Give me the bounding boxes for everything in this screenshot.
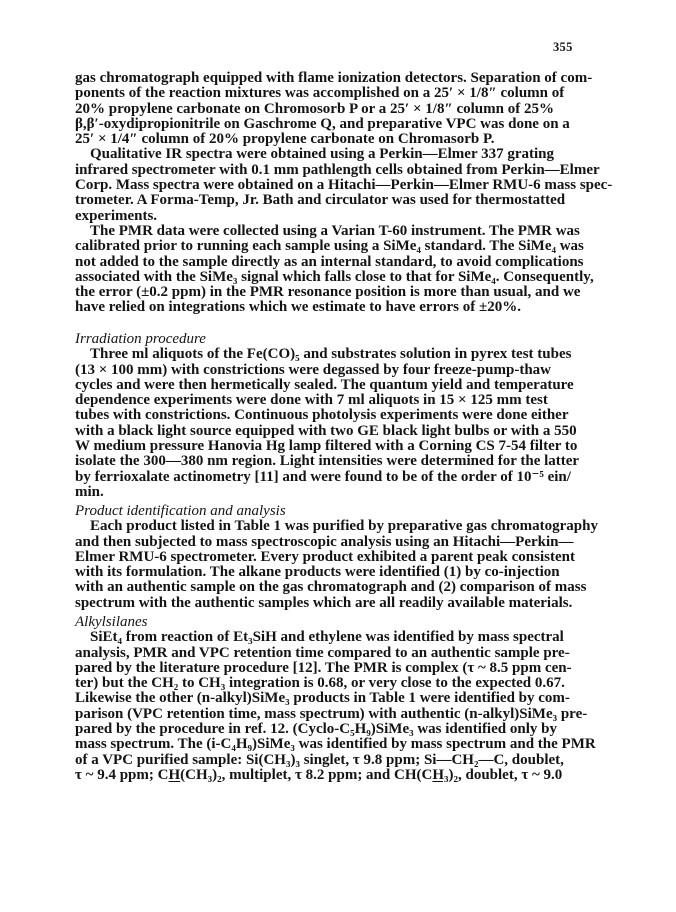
text-line: The PMR data were collected using a Varian T-60 instrument. The PMR was [90, 222, 580, 239]
text-segment: (CH₃)₂, multiplet, τ 8.2 ppm; and CH(C [180, 766, 433, 783]
text-line: parison (VPC retention time, mass spectrum) with authentic (n-alkyl)SiMe₃ pre- [75, 705, 588, 722]
text-line: min. [75, 483, 104, 500]
text-line: ponents of the reaction mixtures was accomplished on a 25′ × 1/8″ column of [75, 85, 565, 102]
text-line: dependence experiments were done with 7 ml aliquots in 15 × 125 mm test [75, 392, 548, 409]
text-line: isolate the 300—380 nm region. Light intensities were determined for the latter [75, 453, 580, 470]
text-line: Three ml aliquots of the Fe(CO)₅ and substrates solution in pyrex test tubes [90, 346, 572, 363]
text-line: calibrated prior to running each sample using a SiMe₄ standard. The SiMe₄ was [75, 238, 584, 255]
text-line: cycles and were then hermetically sealed. The quantum yield and temperature [75, 376, 574, 393]
text-line: ter) but the CH₂ to CH₃ integration is 0.68, or very close to the expected 0.67. [75, 675, 565, 692]
section-alkylsilanes [75, 615, 610, 783]
text-line: SiEt₄ from reaction of Et₃SiH and ethylene was identified by mass spectral [90, 629, 564, 646]
text-line: tubes with constrictions. Continuous photolysis experiments were done either [75, 407, 569, 424]
text-line: of a VPC purified sample: Si(CH₃)₃ singlet, τ 9.8 ppm; Si—CH₂—C, doublet, [75, 751, 564, 768]
text-line: 25′ × 1/4″ column of 20% propylene carbonate on Chromasorb P. [75, 131, 495, 148]
text-line: have relied on integrations which we estimate to have errors of ±20%. [75, 299, 521, 316]
section-irradiation-procedure [75, 332, 610, 500]
text-line [75, 768, 610, 783]
text-line: the error (±0.2 ppm) in the PMR resonance position is more than usual, and we [75, 284, 581, 301]
text-line: spectrum with the authentic samples which are all readily available materials. [75, 594, 573, 611]
section-product-identification [75, 504, 610, 611]
text-line: Each product listed in Table 1 was purified by preparative gas chromatography [90, 518, 598, 535]
text-line: analysis, PMR and VPC retention time compared to an authentic sample pre- [75, 644, 570, 661]
paragraph [75, 347, 610, 500]
section-heading: Alkylsilanes [75, 614, 148, 630]
text-line: with an authentic sample on the gas chromatograph and (2) comparison of mass [75, 579, 587, 596]
text-line: β,β′-oxydipropionitrile on Gaschrome Q, and preparative VPC was done on a [75, 115, 570, 132]
paragraph [75, 146, 613, 224]
text-segment: )₂, doublet, τ ~ 9.0 [448, 766, 563, 783]
text-line: with its formulation. The alkane products were identified (1) by co-injection [75, 564, 560, 581]
text-line: experiments. [75, 207, 158, 224]
underlined-segment: H [168, 766, 181, 783]
paragraph [75, 224, 610, 316]
text-line: associated with the SiMe₃ signal which falls close to that for SiMe₄. Consequently, [75, 268, 594, 285]
text-line: Elmer RMU-6 spectrometer. Every product exhibited a parent peak consistent [75, 548, 575, 565]
text-line: infrared spectrometer with 0.1 mm pathlength cells obtained from Perkin—Elmer [75, 161, 600, 178]
text-line: mass spectrum. The (i-C₄H₉)SiMe₃ was identified by mass spectrum and the PMR [75, 736, 596, 753]
text-line: not added to the sample directly as an internal standard, to avoid complications [75, 253, 584, 270]
text-line: Likewise the other (n-alkyl)SiMe₃ products in Table 1 were identified by com- [75, 690, 570, 707]
text-line: 20% propylene carbonate on Chromosorb P or a 25′ × 1/8″ column of 25% [75, 100, 554, 117]
text-line: pared by the procedure in ref. 12. (Cyclo-C₅H₉)SiMe₃ was identified only by [75, 721, 557, 738]
section-apparatus [75, 70, 613, 316]
text-line: by ferrioxalate actinometry [11] and were found to be of the order of 10⁻⁵ ein/ [75, 468, 571, 485]
text-line: and then subjected to mass spectroscopic analysis using an Hitachi—Perkin— [75, 533, 574, 550]
paragraph [75, 630, 610, 783]
paragraph [75, 519, 610, 611]
section-heading: Product identification and analysis [75, 503, 286, 519]
section-heading: Irradiation procedure [75, 331, 206, 347]
text-line: Qualitative IR spectra were obtained using a Perkin—Elmer 337 grating [90, 146, 555, 163]
text-line: gas chromatograph equipped with flame ionization detectors. Separation of com- [75, 70, 593, 86]
text-line: pared by the literature procedure [12]. The PMR is complex (τ ~ 8.5 ppm cen- [75, 659, 572, 676]
text-line: trometer. A Forma-Temp, Jr. Bath and circulator was used for thermostatted [75, 192, 566, 209]
underlined-segment: H₃ [432, 766, 449, 783]
text-line: (13 × 100 mm) with constrictions were degassed by four freeze-pump-thaw [75, 361, 551, 378]
text-line: Corp. Mass spectra were obtained on a Hitachi—Perkin—Elmer RMU-6 mass spec- [75, 177, 613, 194]
text-line: W medium pressure Hanovia Hg lamp filtered with a Corning CS 7-54 filter to [75, 438, 578, 455]
paragraph [75, 71, 610, 147]
text-segment: τ ~ 9.4 ppm; C [75, 766, 169, 783]
text-line: with a black light source equipped with two GE black light bulbs or with a 550 [75, 422, 577, 439]
page-number: 355 [553, 40, 573, 54]
